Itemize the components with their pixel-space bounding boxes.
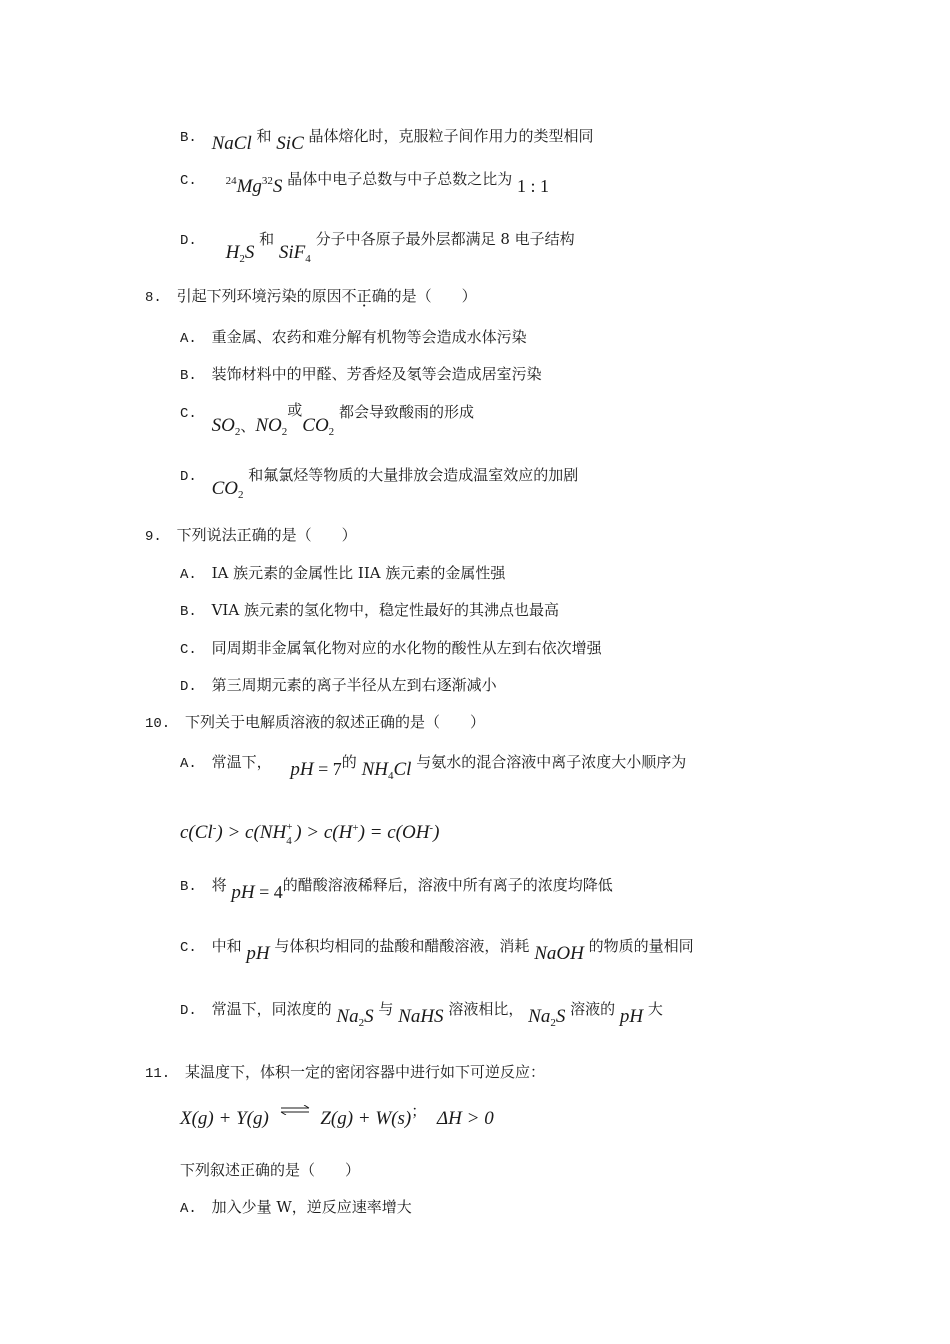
option-text: 第三周期元素的离子半径从左到右逐渐减小 — [211, 676, 497, 694]
stem-text: 下列说法正确的是（ ） — [176, 526, 357, 544]
formula-co2 — [302, 415, 334, 436]
option-text: IA 族元素的金属性比 IIA 族元素的金属性强 — [211, 564, 506, 582]
mass-number: 24 — [225, 175, 237, 187]
option-text: 溶液相比， — [448, 1000, 524, 1018]
option-text: 晶体熔化时，克服粒子间作用力的类型相同 — [308, 127, 594, 145]
element: Mg — [236, 176, 262, 197]
q8-option-d — [180, 465, 579, 501]
q8-option-a — [180, 327, 527, 349]
subscript: 4 — [305, 253, 311, 265]
superscript: - — [212, 822, 217, 834]
subscript: 2 — [358, 1017, 365, 1029]
stem-text: 引起下列环境污染的原因 — [176, 287, 342, 305]
formula-sif4 — [279, 242, 311, 263]
stem-text: 某温度下，体积一定的密闭容器中进行如下可逆反应： — [185, 1063, 546, 1081]
option-text: 的醋酸溶液稀释后，溶液中所有离子的浓度均降低 — [282, 876, 613, 894]
mass-number: 32 — [261, 175, 273, 187]
option-label: B. — [180, 368, 197, 384]
superscript: + — [286, 821, 293, 833]
q9-stem — [145, 525, 357, 547]
formula-h2s — [226, 242, 255, 263]
text: 的 — [341, 753, 357, 771]
element: NH — [361, 759, 388, 780]
subscript: 2 — [239, 253, 245, 265]
subscript: 2 — [550, 1017, 556, 1029]
option-text: 与体积均相同的盐酸和醋酸溶液，消耗 — [274, 937, 530, 955]
formula-na2s — [528, 1006, 565, 1027]
q7-option-d — [180, 229, 575, 265]
q10-option-a — [180, 751, 687, 782]
q9-option-a — [180, 563, 505, 585]
formula-part: ) > c(NH — [216, 822, 287, 843]
stem-text: 下列叙述正确的是（ ） — [180, 1161, 361, 1179]
option-label: B. — [180, 130, 197, 146]
enthalpy-change: ΔH > 0 — [437, 1108, 494, 1129]
formula-co2 — [212, 478, 244, 499]
option-label: A. — [180, 756, 197, 772]
option-label: C. — [180, 642, 197, 658]
q10-option-d — [180, 999, 663, 1029]
formula-no2 — [255, 415, 287, 436]
subscript: 2 — [234, 426, 241, 438]
element: S — [272, 176, 283, 197]
formula-na2s — [336, 1006, 373, 1027]
option-text: 中和 — [211, 937, 242, 955]
option-label: A. — [180, 1201, 197, 1217]
text: 和 — [256, 127, 272, 145]
option-label: A. — [180, 567, 197, 583]
option-label: D. — [180, 469, 197, 485]
q11-option-a — [180, 1197, 412, 1219]
value: = 7 — [313, 759, 342, 779]
option-label: D. — [180, 1003, 197, 1019]
ratio: 1 : 1 — [517, 176, 550, 196]
option-text: 装饰材料中的甲醛、芳香烃及氡等会造成居室污染 — [211, 365, 542, 383]
element: NO — [255, 415, 282, 436]
element: Na — [528, 1006, 551, 1027]
option-text: 将 — [211, 876, 227, 894]
q10-stem — [145, 712, 485, 734]
option-label: C. — [180, 406, 197, 422]
formula-ph: pH — [246, 943, 270, 964]
formula-nahs: NaHS — [398, 1006, 444, 1027]
element: CO — [211, 478, 238, 499]
option-text: 与氨水的混合溶液中离子浓度大小顺序为 — [416, 753, 687, 771]
subscript: 2 — [238, 489, 244, 501]
text: 与 — [378, 1000, 394, 1018]
formula-mgs — [226, 176, 283, 197]
products: Z(g) + W(s) — [320, 1108, 412, 1129]
q8-option-c — [180, 401, 474, 438]
element: S — [555, 1006, 566, 1027]
formula-part: ) > c(H — [295, 822, 353, 843]
formula-nh4cl — [362, 759, 412, 780]
element: S — [364, 1006, 374, 1027]
emphasis-text: 不正确 — [341, 287, 387, 305]
option-text: 大 — [647, 1000, 663, 1018]
text: 和 — [259, 230, 275, 248]
separator: ； — [411, 1104, 427, 1120]
question-number: 10. — [145, 716, 171, 732]
option-label: C. — [180, 940, 197, 956]
option-text: 分子中各原子最外层都满足 8 电子结构 — [315, 230, 575, 248]
element: Cl — [393, 759, 412, 780]
superscript: - — [429, 822, 434, 834]
option-label: B. — [180, 604, 197, 620]
formula-part: ) — [433, 822, 440, 843]
option-label: C. — [180, 173, 197, 189]
formula-naoh: NaOH — [534, 943, 584, 964]
subscript: 2 — [281, 426, 288, 438]
question-number: 11. — [145, 1066, 171, 1082]
subscript: 4 — [387, 770, 394, 782]
option-text: 溶液的 — [570, 1000, 616, 1018]
subscript: 2 — [328, 426, 335, 438]
option-label: A. — [180, 331, 197, 347]
text: 或 — [287, 401, 303, 419]
option-text: 重金属、农药和难分解有机物等会造成水体污染 — [211, 328, 527, 346]
formula-ph: pH — [619, 1006, 644, 1027]
separator: 、 — [240, 417, 256, 435]
stem-text: 的是（ ） — [386, 287, 477, 305]
sub-sup-stack — [286, 821, 295, 847]
option-text: 都会导致酸雨的形成 — [338, 403, 474, 421]
option-text: VIA 族元素的氢化物中，稳定性最好的其沸点也最高 — [211, 601, 559, 619]
q11-sub-stem — [180, 1160, 360, 1180]
option-label: D. — [180, 233, 197, 249]
option-text: 晶体中电子总数与中子总数之比为 — [287, 170, 513, 188]
element: SiF — [278, 242, 306, 263]
subscript: 4 — [286, 835, 292, 847]
element: SO — [211, 415, 235, 436]
reaction-equation — [180, 1104, 494, 1130]
reactants: X(g) + Y(g) — [180, 1108, 269, 1129]
question-number: 8. — [145, 290, 162, 306]
formula-nacl: NaCl — [211, 133, 252, 154]
q8-option-b — [180, 364, 542, 386]
value: = 4 — [254, 882, 283, 902]
element: S — [244, 242, 255, 263]
q9-option-b — [180, 600, 559, 622]
formula-so2 — [212, 415, 241, 436]
element: Na — [336, 1006, 359, 1027]
element: CO — [302, 415, 329, 436]
q11-stem — [145, 1062, 545, 1084]
formula-ph: pH — [290, 759, 314, 780]
formula-part: c(Cl — [180, 822, 213, 843]
formula-ph: pH — [231, 882, 255, 903]
q9-option-d — [180, 675, 497, 697]
option-label: B. — [180, 879, 197, 895]
option-text: 和氟氯烃等物质的大量排放会造成温室效应的加剧 — [248, 466, 579, 484]
q9-option-c — [180, 638, 602, 660]
q10-option-b — [180, 874, 613, 903]
option-text: 加入少量 W，逆反应速率增大 — [211, 1198, 412, 1216]
option-label: D. — [180, 679, 197, 695]
element: H — [225, 242, 240, 263]
q7-option-c — [180, 168, 550, 197]
option-text: 常温下，同浓度的 — [211, 1000, 332, 1018]
question-number: 9. — [145, 529, 162, 545]
option-text: 的物质的量相同 — [588, 937, 694, 955]
q10-option-c — [180, 936, 694, 964]
superscript: + — [352, 822, 359, 834]
option-text: 同周期非金属氧化物对应的水化物的酸性从左到右依次增强 — [211, 639, 602, 657]
q7-option-b — [180, 126, 594, 154]
stem-text: 下列关于电解质溶液的叙述正确的是（ ） — [185, 713, 486, 731]
formula-sic: SiC — [276, 133, 304, 154]
option-text: 常温下， — [211, 753, 272, 771]
q8-stem — [145, 286, 477, 308]
q10-ion-order — [180, 821, 440, 847]
formula-part: ) = c(OH — [358, 822, 430, 843]
equilibrium-arrow-icon — [280, 1105, 310, 1115]
